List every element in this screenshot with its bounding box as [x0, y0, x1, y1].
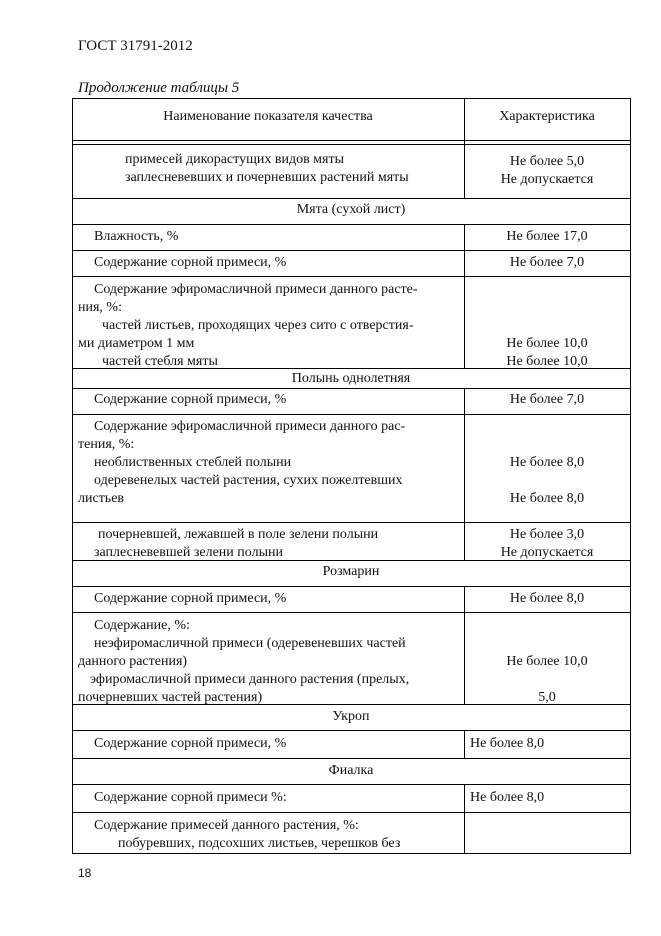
row-name: Содержание сорной примеси, % [94, 736, 287, 751]
row-divider [72, 730, 631, 731]
row-value: Не более 10,0 [506, 336, 588, 351]
row-divider [72, 414, 631, 415]
row-name: побуревших, подсохших листьев, черешков без [118, 836, 401, 851]
row-divider [72, 784, 631, 785]
column-header-characteristic: Характеристика [499, 109, 595, 124]
row-name: Содержание сорной примеси, % [94, 255, 287, 270]
table-continuation-caption: Продолжение таблицы 5 [78, 80, 240, 96]
section-heading: Мята (сухой лист) [296, 202, 406, 217]
row-divider [72, 198, 631, 199]
row-name: Содержание, %: [94, 618, 190, 633]
column-header-name: Наименование показателя качества [163, 109, 373, 124]
quality-table [72, 98, 630, 853]
section-heading: Полынь однолетняя [291, 371, 411, 386]
row-name: эфиромасличной примеси данного растения (прелых, [90, 672, 410, 687]
row-divider [72, 758, 631, 759]
row-divider [72, 812, 631, 813]
column-divider [464, 784, 465, 853]
row-name: заплесневевшей зелени полыни [94, 545, 283, 560]
row-value: Не допускается [500, 172, 594, 187]
section-heading: Розмарин [322, 564, 380, 579]
row-value: 5,0 [538, 690, 556, 705]
row-name: почерневших частей растения) [78, 690, 263, 705]
row-divider [72, 522, 631, 523]
row-name: Содержание сорной примеси, % [94, 392, 287, 407]
row-value: Не более 8,0 [470, 790, 545, 805]
row-name: одеревенелых частей растения, сухих пожелтевших [94, 473, 403, 488]
row-name: Содержание эфиромасличной примеси данного рас- [94, 419, 406, 434]
row-divider [72, 144, 631, 145]
row-name: заплесневевших и почерневших растений мяты [125, 170, 409, 185]
row-name: необлиственных стеблей полыни [94, 455, 292, 470]
row-divider [72, 388, 631, 389]
row-value: Не более 10,0 [506, 354, 588, 369]
row-value: Не более 17,0 [506, 229, 588, 244]
row-value: Не более 5,0 [509, 154, 585, 169]
row-value: Не более 8,0 [470, 736, 545, 751]
row-name: неэфиромасличной примеси (одеревеневших частей [94, 636, 406, 651]
document-id: ГОСТ 31791-2012 [78, 38, 193, 54]
row-divider [72, 250, 631, 251]
row-name: листьев [78, 491, 125, 506]
row-value: Не более 8,0 [509, 455, 585, 470]
row-value: Не более 7,0 [509, 255, 585, 270]
row-name: Содержание эфиромасличной примеси данного расте- [94, 282, 418, 297]
row-name: Содержание примесей данного растения, %: [94, 818, 359, 833]
row-value: Не более 10,0 [506, 654, 588, 669]
row-value: Не более 8,0 [509, 591, 585, 606]
page-number: 18 [78, 866, 92, 880]
section-heading: Фиалка [328, 763, 374, 778]
row-name: почерневшей, лежавшей в поле зелени полыни [98, 527, 379, 542]
row-name: Содержание сорной примеси %: [94, 790, 287, 805]
row-name: примесей дикорастущих видов мяты [125, 152, 344, 167]
row-name: данного растения) [78, 654, 188, 669]
section-heading: Укроп [332, 709, 370, 724]
row-name: Содержание сорной примеси, % [94, 591, 287, 606]
row-name: Влажность, % [94, 229, 179, 244]
row-value: Не более 7,0 [509, 392, 585, 407]
row-value: Не более 8,0 [509, 491, 585, 506]
row-divider [72, 276, 631, 277]
row-name: частей листьев, проходящих через сито с отверстия- [102, 318, 414, 333]
row-value: Не более 3,0 [509, 527, 585, 542]
row-divider [72, 586, 631, 587]
row-name: частей стебля мяты [102, 354, 218, 369]
row-divider [72, 224, 631, 225]
row-name: ми диаметром 1 мм [78, 336, 195, 351]
row-divider [72, 612, 631, 613]
row-name: ния, %: [78, 300, 122, 315]
row-name: тения, %: [78, 437, 135, 452]
row-divider [72, 140, 631, 141]
column-divider [464, 730, 465, 758]
row-value: Не допускается [500, 545, 594, 560]
